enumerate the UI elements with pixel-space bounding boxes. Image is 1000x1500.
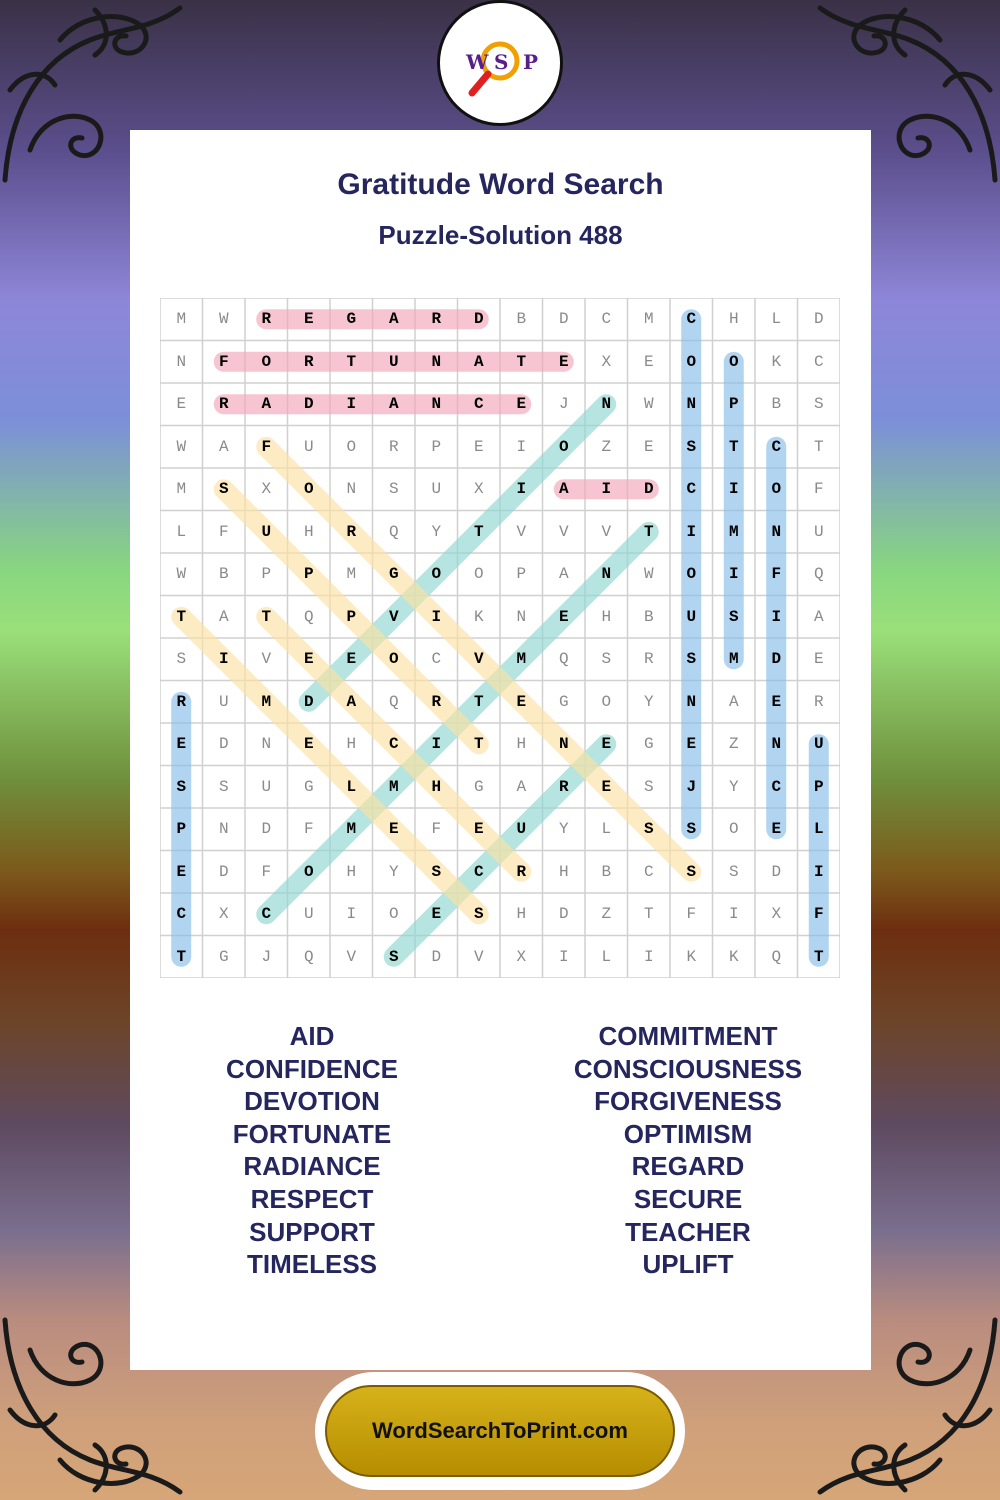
- grid-cell[interactable]: C: [601, 310, 612, 329]
- grid-cell[interactable]: L: [601, 820, 612, 839]
- magnifier-icon: [450, 13, 550, 113]
- grid-cell[interactable]: F: [686, 905, 697, 924]
- grid-cell[interactable]: U: [431, 480, 442, 499]
- grid-cell[interactable]: V: [473, 947, 484, 966]
- grid-cell[interactable]: W: [643, 395, 654, 414]
- grid-cell[interactable]: R: [346, 522, 357, 541]
- grid-cell[interactable]: E: [431, 905, 442, 924]
- grid-cell[interactable]: W: [643, 565, 654, 584]
- grid-cell[interactable]: H: [558, 862, 569, 881]
- grid-cell[interactable]: A: [388, 395, 399, 414]
- word-list-left: [162, 1020, 462, 1281]
- word-list-item: RESPECT: [250, 1183, 374, 1214]
- grid-cell[interactable]: N: [176, 352, 187, 371]
- grid-cell[interactable]: F: [771, 565, 782, 584]
- grid-cell[interactable]: N: [431, 352, 442, 371]
- grid-cell[interactable]: I: [771, 607, 782, 626]
- grid-cell[interactable]: B: [643, 607, 654, 626]
- grid-cell[interactable]: A: [388, 310, 399, 329]
- grid-cell[interactable]: T: [728, 437, 739, 456]
- puzzle-sheet: [130, 130, 871, 1370]
- grid-cell[interactable]: U: [813, 735, 824, 754]
- grid-cell[interactable]: E: [643, 437, 654, 456]
- grid-cell[interactable]: M: [176, 480, 187, 499]
- grid-cell[interactable]: X: [771, 905, 782, 924]
- grid-cell[interactable]: E: [303, 735, 314, 754]
- grid-cell[interactable]: O: [558, 437, 569, 456]
- letter-grid: [160, 298, 840, 978]
- grid-cell[interactable]: F: [303, 820, 314, 839]
- grid-cell[interactable]: C: [686, 310, 697, 329]
- grid-cell[interactable]: T: [176, 947, 187, 966]
- grid-cell[interactable]: M: [176, 310, 187, 329]
- grid-cell[interactable]: G: [303, 777, 314, 796]
- grid-cell[interactable]: E: [473, 820, 484, 839]
- grid-cell[interactable]: C: [771, 437, 782, 456]
- grid-cell[interactable]: O: [431, 565, 442, 584]
- grid-cell[interactable]: C: [686, 480, 697, 499]
- grid-cell[interactable]: O: [601, 692, 612, 711]
- word-list-item: RADIANCE: [243, 1151, 381, 1182]
- grid-cell[interactable]: Q: [813, 565, 824, 584]
- grid-cell[interactable]: V: [601, 522, 612, 541]
- grid-cell[interactable]: N: [261, 735, 272, 754]
- grid-cell[interactable]: C: [388, 735, 399, 754]
- grid-cell[interactable]: R: [388, 437, 399, 456]
- grid-cell[interactable]: P: [346, 607, 357, 626]
- grid-cell[interactable]: C: [771, 777, 782, 796]
- word-list-item: REGARD: [631, 1151, 745, 1182]
- word-list: [130, 1020, 871, 1280]
- word-list-item: DEVOTION: [244, 1086, 380, 1117]
- grid-cell[interactable]: E: [303, 310, 314, 329]
- grid-cell[interactable]: O: [728, 820, 739, 839]
- grid-cell[interactable]: X: [261, 480, 272, 499]
- grid-cell[interactable]: I: [431, 607, 442, 626]
- grid-cell[interactable]: G: [558, 692, 569, 711]
- grid-cell[interactable]: D: [558, 310, 569, 329]
- grid-cell[interactable]: C: [176, 905, 187, 924]
- page-title: Gratitude Word Search: [337, 168, 664, 201]
- grid-cell[interactable]: R: [643, 650, 654, 669]
- grid-cell[interactable]: D: [643, 480, 654, 499]
- grid-cell[interactable]: X: [516, 947, 527, 966]
- grid-cell[interactable]: S: [643, 820, 654, 839]
- grid-cell[interactable]: G: [388, 565, 399, 584]
- grid-cell[interactable]: F: [261, 437, 272, 456]
- grid-cell[interactable]: R: [516, 862, 527, 881]
- grid-cell[interactable]: S: [388, 480, 399, 499]
- grid-cell[interactable]: S: [431, 862, 442, 881]
- grid-cell[interactable]: D: [303, 395, 314, 414]
- grid-cell[interactable]: T: [516, 352, 527, 371]
- grid-cell[interactable]: L: [346, 777, 357, 796]
- grid-cell[interactable]: E: [601, 777, 612, 796]
- grid-cell[interactable]: Y: [431, 522, 442, 541]
- logo-letter: S: [494, 50, 509, 74]
- grid-cell[interactable]: O: [303, 480, 314, 499]
- word-list-item: TIMELESS: [246, 1249, 377, 1280]
- grid-cell[interactable]: Q: [388, 522, 399, 541]
- grid-cell[interactable]: F: [813, 480, 824, 499]
- grid-cell[interactable]: D: [771, 650, 782, 669]
- grid-cell[interactable]: J: [558, 395, 569, 414]
- grid-cell[interactable]: I: [728, 565, 739, 584]
- grid-cell[interactable]: R: [558, 777, 569, 796]
- grid-cell[interactable]: I: [813, 862, 824, 881]
- grid-cell[interactable]: I: [601, 480, 612, 499]
- grid-cell[interactable]: R: [303, 352, 314, 371]
- grid-cell[interactable]: C: [473, 395, 484, 414]
- grid-cell[interactable]: S: [686, 437, 697, 456]
- grid-cell[interactable]: S: [686, 862, 697, 881]
- grid-cell[interactable]: A: [261, 395, 272, 414]
- grid-cell[interactable]: U: [813, 522, 824, 541]
- grid-cell[interactable]: F: [431, 820, 442, 839]
- grid-cell[interactable]: V: [473, 650, 484, 669]
- grid-cells: [160, 298, 840, 978]
- word-list-item: TEACHER: [625, 1216, 751, 1247]
- grid-cell[interactable]: L: [176, 522, 187, 541]
- grid-cell[interactable]: A: [473, 352, 484, 371]
- grid-cell[interactable]: V: [346, 947, 357, 966]
- grid-cell[interactable]: N: [686, 692, 697, 711]
- grid-cell[interactable]: F: [218, 522, 229, 541]
- grid-cell[interactable]: J: [686, 777, 697, 796]
- grid-cell[interactable]: I: [728, 480, 739, 499]
- grid-cell[interactable]: A: [218, 437, 229, 456]
- grid-cell[interactable]: U: [303, 437, 314, 456]
- grid-cell[interactable]: D: [558, 905, 569, 924]
- grid-cell[interactable]: S: [601, 650, 612, 669]
- grid-cell[interactable]: Y: [388, 862, 399, 881]
- grid-cell[interactable]: L: [771, 310, 782, 329]
- grid-cell[interactable]: R: [431, 310, 442, 329]
- word-list-item: OPTIMISM: [623, 1118, 753, 1149]
- grid-cell[interactable]: T: [176, 607, 187, 626]
- grid-cell[interactable]: Q: [303, 607, 314, 626]
- grid-cell[interactable]: C: [643, 862, 654, 881]
- grid-cell[interactable]: Y: [728, 777, 739, 796]
- grid-cell[interactable]: U: [303, 905, 314, 924]
- grid-cell[interactable]: F: [261, 862, 272, 881]
- grid-cell[interactable]: I: [431, 735, 442, 754]
- grid-cell[interactable]: E: [558, 607, 569, 626]
- word-list-item: COMMITMENT: [598, 1021, 778, 1051]
- grid-cell[interactable]: S: [176, 650, 187, 669]
- grid-cell[interactable]: S: [176, 777, 187, 796]
- grid-cell[interactable]: M: [643, 310, 654, 329]
- grid-cell[interactable]: I: [686, 522, 697, 541]
- grid-cell[interactable]: U: [261, 522, 272, 541]
- grid-cell[interactable]: I: [218, 650, 229, 669]
- grid-cell[interactable]: P: [813, 777, 824, 796]
- grid-cell[interactable]: M: [346, 565, 357, 584]
- grid-cell[interactable]: P: [431, 437, 442, 456]
- grid-cell[interactable]: O: [261, 352, 272, 371]
- grid-cell[interactable]: V: [261, 650, 272, 669]
- word-list-item: AID: [289, 1021, 335, 1051]
- grid-cell[interactable]: Z: [728, 735, 739, 754]
- grid-cell[interactable]: G: [473, 777, 484, 796]
- word-list-item: CONFIDENCE: [226, 1053, 398, 1084]
- grid-cell[interactable]: U: [261, 777, 272, 796]
- grid-cell[interactable]: C: [813, 352, 824, 371]
- grid-cell[interactable]: S: [813, 395, 824, 414]
- grid-cell[interactable]: S: [643, 777, 654, 796]
- grid-cell[interactable]: C: [473, 862, 484, 881]
- grid-cell[interactable]: H: [728, 310, 739, 329]
- grid-cell[interactable]: A: [346, 692, 357, 711]
- grid-cell[interactable]: I: [643, 947, 654, 966]
- grid-cell[interactable]: N: [686, 395, 697, 414]
- grid-cell[interactable]: E: [516, 395, 527, 414]
- grid-cell[interactable]: S: [728, 862, 739, 881]
- word-list-right: [538, 1020, 838, 1281]
- grid-cell[interactable]: R: [261, 310, 272, 329]
- word-list-item: SECURE: [633, 1183, 743, 1214]
- wsp-logo[interactable]: [437, 0, 563, 126]
- grid-cell[interactable]: E: [473, 437, 484, 456]
- grid-cell[interactable]: A: [516, 777, 527, 796]
- grid-cell[interactable]: E: [813, 650, 824, 669]
- grid-cell[interactable]: I: [558, 947, 569, 966]
- grid-cell[interactable]: T: [346, 352, 357, 371]
- grid-cell[interactable]: O: [686, 352, 697, 371]
- grid-cell[interactable]: F: [813, 905, 824, 924]
- grid-cell[interactable]: A: [558, 565, 569, 584]
- grid-cell[interactable]: R: [813, 692, 824, 711]
- grid-cell[interactable]: E: [558, 352, 569, 371]
- grid-cell[interactable]: A: [813, 607, 824, 626]
- grid-cell[interactable]: E: [176, 395, 187, 414]
- grid-cell[interactable]: U: [218, 692, 229, 711]
- grid-cell[interactable]: K: [686, 947, 697, 966]
- word-list-item: FORTUNATE: [232, 1118, 392, 1149]
- grid-cell[interactable]: R: [431, 692, 442, 711]
- grid-cell[interactable]: W: [176, 565, 187, 584]
- grid-cell[interactable]: Y: [643, 692, 654, 711]
- grid-cell[interactable]: G: [346, 310, 357, 329]
- grid-cell[interactable]: N: [558, 735, 569, 754]
- grid-cell[interactable]: Q: [303, 947, 314, 966]
- grid-cell[interactable]: D: [218, 862, 229, 881]
- grid-cell[interactable]: H: [431, 777, 442, 796]
- grid-cell[interactable]: C: [261, 905, 272, 924]
- grid-cell[interactable]: A: [218, 607, 229, 626]
- grid-cell[interactable]: I: [516, 437, 527, 456]
- grid-cell[interactable]: N: [516, 607, 527, 626]
- grid-cell[interactable]: K: [473, 607, 484, 626]
- grid-cell[interactable]: T: [261, 607, 272, 626]
- grid-cell[interactable]: T: [473, 692, 484, 711]
- grid-cell[interactable]: H: [346, 862, 357, 881]
- grid-cell[interactable]: E: [643, 352, 654, 371]
- grid-cell[interactable]: O: [303, 862, 314, 881]
- grid-cell[interactable]: I: [346, 905, 357, 924]
- grid-cell[interactable]: E: [686, 735, 697, 754]
- grid-cell[interactable]: N: [346, 480, 357, 499]
- grid-cell[interactable]: O: [771, 480, 782, 499]
- grid-cell[interactable]: O: [473, 565, 484, 584]
- grid-cell[interactable]: R: [176, 692, 187, 711]
- grid-cell[interactable]: G: [643, 735, 654, 754]
- grid-cell[interactable]: P: [261, 565, 272, 584]
- grid-cell[interactable]: E: [601, 735, 612, 754]
- grid-cell[interactable]: K: [728, 947, 739, 966]
- grid-cell[interactable]: E: [388, 820, 399, 839]
- grid-cell[interactable]: N: [431, 395, 442, 414]
- grid-cell[interactable]: E: [176, 735, 187, 754]
- grid-cell[interactable]: D: [303, 692, 314, 711]
- grid-cell[interactable]: E: [346, 650, 357, 669]
- grid-cell[interactable]: P: [516, 565, 527, 584]
- word-list-item: UPLIFT: [642, 1249, 734, 1280]
- grid-cell[interactable]: T: [813, 947, 824, 966]
- grid-cell[interactable]: Q: [388, 692, 399, 711]
- grid-cell[interactable]: E: [176, 862, 187, 881]
- grid-cell[interactable]: Z: [601, 437, 612, 456]
- grid-cell[interactable]: X: [473, 480, 484, 499]
- grid-cell[interactable]: Q: [558, 650, 569, 669]
- grid-cell[interactable]: W: [176, 437, 187, 456]
- grid-cell[interactable]: P: [176, 820, 187, 839]
- grid-cell[interactable]: S: [218, 480, 229, 499]
- grid-cell[interactable]: H: [303, 522, 314, 541]
- grid-cell[interactable]: E: [771, 820, 782, 839]
- grid-cell[interactable]: M: [728, 650, 739, 669]
- word-list-item: SUPPORT: [249, 1216, 375, 1247]
- page-subtitle: Puzzle-Solution 488: [378, 220, 623, 250]
- grid-cell[interactable]: D: [813, 310, 824, 329]
- grid-cell[interactable]: N: [601, 395, 612, 414]
- grid-cell[interactable]: E: [771, 692, 782, 711]
- grid-cell[interactable]: H: [346, 735, 357, 754]
- grid-cell[interactable]: X: [218, 905, 229, 924]
- grid-cell[interactable]: D: [261, 820, 272, 839]
- grid-cell[interactable]: F: [218, 352, 229, 371]
- grid-cell[interactable]: N: [771, 735, 782, 754]
- grid-cell[interactable]: T: [643, 905, 654, 924]
- grid-cell[interactable]: S: [686, 820, 697, 839]
- grid-cell[interactable]: I: [728, 905, 739, 924]
- grid-cell[interactable]: B: [516, 310, 527, 329]
- grid-cell[interactable]: H: [601, 607, 612, 626]
- grid-cell[interactable]: M: [346, 820, 357, 839]
- grid-cell[interactable]: M: [388, 777, 399, 796]
- grid-cell[interactable]: Y: [558, 820, 569, 839]
- footer-badge: [315, 1372, 685, 1490]
- grid-cell[interactable]: D: [771, 862, 782, 881]
- grid-cell[interactable]: H: [516, 735, 527, 754]
- grid-cell[interactable]: N: [218, 820, 229, 839]
- logo-letter: W: [466, 50, 489, 74]
- grid-cell[interactable]: N: [771, 522, 782, 541]
- grid-cell[interactable]: B: [218, 565, 229, 584]
- grid-cell[interactable]: C: [431, 650, 442, 669]
- grid-cell[interactable]: B: [771, 395, 782, 414]
- grid-cell[interactable]: I: [516, 480, 527, 499]
- grid-cell[interactable]: X: [601, 352, 612, 371]
- grid-cell[interactable]: J: [261, 947, 272, 966]
- grid-cell[interactable]: U: [516, 820, 527, 839]
- grid-cell[interactable]: Q: [771, 947, 782, 966]
- grid-cell[interactable]: V: [516, 522, 527, 541]
- grid-cell[interactable]: T: [643, 522, 654, 541]
- grid-cell[interactable]: E: [303, 650, 314, 669]
- grid-cell[interactable]: V: [388, 607, 399, 626]
- grid-cell[interactable]: B: [601, 862, 612, 881]
- grid-cell[interactable]: A: [728, 692, 739, 711]
- grid-cell[interactable]: L: [813, 820, 824, 839]
- grid-cell[interactable]: K: [771, 352, 782, 371]
- grid-cell[interactable]: E: [516, 692, 527, 711]
- grid-cell[interactable]: O: [346, 437, 357, 456]
- grid-cell[interactable]: P: [728, 395, 739, 414]
- grid-cell[interactable]: R: [218, 395, 229, 414]
- grid-cell[interactable]: D: [431, 947, 442, 966]
- grid-cell[interactable]: M: [261, 692, 272, 711]
- grid-cell[interactable]: U: [388, 352, 399, 371]
- grid-cell[interactable]: A: [558, 480, 569, 499]
- grid-cell[interactable]: T: [473, 522, 484, 541]
- grid-cell[interactable]: I: [346, 395, 357, 414]
- grid-cell[interactable]: V: [558, 522, 569, 541]
- grid-cell[interactable]: O: [728, 352, 739, 371]
- grid-cell[interactable]: M: [728, 522, 739, 541]
- grid-cell[interactable]: W: [218, 310, 229, 329]
- grid-cell[interactable]: L: [601, 947, 612, 966]
- grid-cell[interactable]: Z: [601, 905, 612, 924]
- grid-cell[interactable]: O: [388, 650, 399, 669]
- grid-cell[interactable]: S: [686, 650, 697, 669]
- grid-cell[interactable]: U: [686, 607, 697, 626]
- grid-cell[interactable]: H: [516, 905, 527, 924]
- logo-letter: P: [523, 50, 539, 74]
- grid-cell[interactable]: O: [388, 905, 399, 924]
- site-link[interactable]: WordSearchToPrint.com: [325, 1385, 675, 1477]
- grid-cell[interactable]: G: [218, 947, 229, 966]
- grid-cell[interactable]: S: [388, 947, 399, 966]
- grid-cell[interactable]: O: [686, 565, 697, 584]
- grid-cell[interactable]: D: [218, 735, 229, 754]
- grid-cell[interactable]: P: [303, 565, 314, 584]
- grid-cell[interactable]: S: [473, 905, 484, 924]
- grid-cell[interactable]: S: [218, 777, 229, 796]
- grid-cell[interactable]: S: [728, 607, 739, 626]
- grid-cell[interactable]: D: [473, 310, 484, 329]
- word-list-item: FORGIVENESS: [594, 1086, 782, 1117]
- grid-cell[interactable]: T: [473, 735, 484, 754]
- grid-cell[interactable]: T: [813, 437, 824, 456]
- word-list-item: CONSCIOUSNESS: [573, 1053, 803, 1084]
- grid-cell[interactable]: M: [516, 650, 527, 669]
- grid-cell[interactable]: N: [601, 565, 612, 584]
